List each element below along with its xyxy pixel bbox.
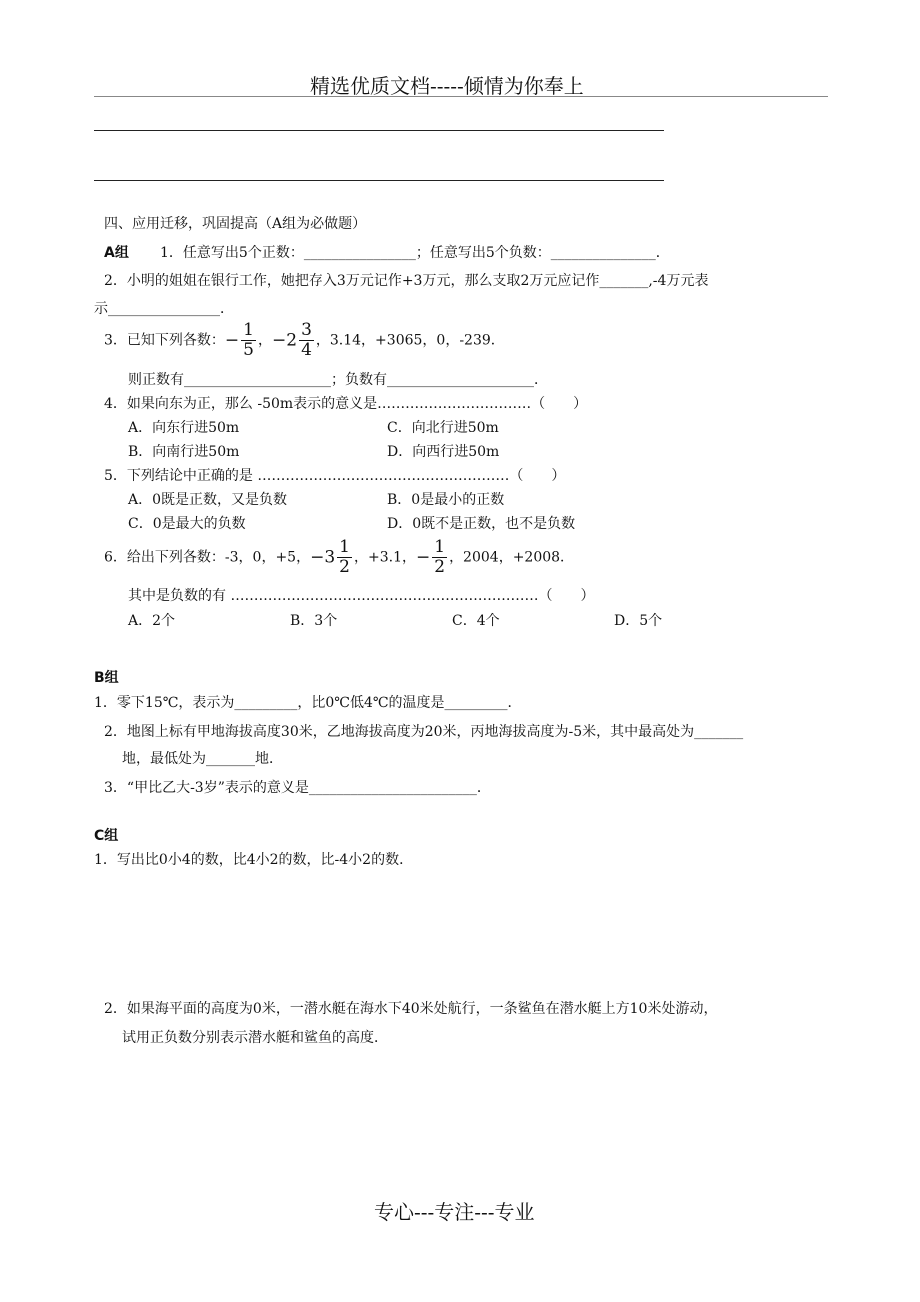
question-a2-line1: 2．小明的姐姐在银行工作，她把存入3万元记作+3万元，那么支取2万元应记作_______,-4万元表 [104,273,709,289]
fraction [241,321,256,360]
question-a5-option-a: A．0既是正数，又是负数 [128,492,288,508]
question-a3-line2: 则正数有_____________________；负数有_____________________． [128,372,548,388]
question-a3-prefix: 3．已知下列各数： [104,332,225,349]
question-a6-prefix: 6．给出下列各数：-3，0，+5， [104,549,311,566]
fraction-sign: −2 [272,330,298,351]
page-footer: 专心---专注---专业 [374,1200,535,1224]
group-b-label: B组 [94,670,119,686]
question-a5-stem: 5．下列结论中正确的是 ………………………………………………（ ） [104,468,566,484]
header-rule [94,96,828,97]
question-a5-option-b: B．0是最小的正数 [387,492,505,508]
question-c1: 1．写出比0小4的数，比4小2的数，比-4小2的数． [94,852,414,868]
fraction-numerator: 1 [434,537,446,557]
question-b2-line2: 地，最低处为_______地． [122,751,283,767]
question-a3-suffix: ，3.14，+3065，0，-239． [315,332,505,349]
page-header-title: 精选优质文档-----倾情为你奉上 [310,74,584,98]
section-title: 四、应用迁移，巩固提高（A组为必做题） [104,216,367,232]
fraction-sign: −3 [310,547,336,568]
question-b1: 1．零下15℃，表示为_________，比0℃低4℃的温度是_________． [94,695,522,711]
question-a5-option-d: D．0既不是正数，也不是负数 [387,516,576,532]
fraction-numerator: 3 [301,320,312,340]
group-a-label: A组 [104,245,129,261]
question-a4-option-d: D．向西行进50m [387,444,500,460]
question-a4-option-c: C．向北行进50m [387,420,499,436]
question-a5-option-c: C．0是最大的负数 [128,516,246,532]
question-b2-line1: 2．地图上标有甲地海拔高度30米，乙地海拔高度为20米，丙地海拔高度为-5米，其中最高处为_______ [104,724,744,740]
fraction-sign: − [415,547,431,568]
question-b3: 3．“甲比乙大-3岁”表示的意义是________________________． [104,780,491,796]
question-a6-option-c: C．4个 [452,613,500,629]
question-a6-mid: ，+3.1， [353,549,416,566]
question-a4-option-a: A．向东行进50m [128,420,240,436]
answer-line [94,180,664,181]
question-a2-line2: 示________________． [94,301,234,317]
question-a6-suffix: ，2004，+2008． [449,549,575,566]
question-a6-option-a: A．2个 [128,613,176,629]
answer-line [94,130,664,131]
fraction-denominator: 2 [434,557,446,577]
question-a4-stem: 4．如果向东为正，那么 -50m表示的意义是……………………………（ ） [104,396,588,412]
fraction-numerator: 1 [339,537,350,557]
question-a6-option-b: B．3个 [290,613,338,629]
question-a4-option-b: B．向南行进50m [128,444,240,460]
fraction-denominator: 4 [301,340,312,360]
question-a6 [104,538,574,577]
fraction [432,538,447,577]
question-a3: 3．已知下列各数：− $\frac{1}{5}$ ，−2 $\frac{3}{4}$ ，3.14，+3065，0，-239． [104,320,505,360]
question-a6-option-d: D．5个 [614,613,663,629]
fraction [337,538,352,577]
question-a6-line2: 其中是负数的有 …………………………………………………………（ ） [128,588,595,604]
fraction-denominator: 2 [339,557,350,577]
question-a1: 1．任意写出5个正数：________________；任意写出5个负数：_______________． [160,245,670,261]
fraction-numerator: 1 [243,320,254,340]
question-c2-line2: 试用正负数分别表示潜水艇和鲨鱼的高度． [122,1030,388,1046]
question-c2-line1: 2．如果海平面的高度为0米，一潜水艇在海水下40米处航行，一条鲨鱼在潜水艇上方10米处游动， [104,1001,718,1017]
fraction-denominator: 5 [243,340,254,360]
fraction [299,321,314,360]
fraction-sign: − [224,330,240,351]
group-c-label: C组 [94,828,119,844]
